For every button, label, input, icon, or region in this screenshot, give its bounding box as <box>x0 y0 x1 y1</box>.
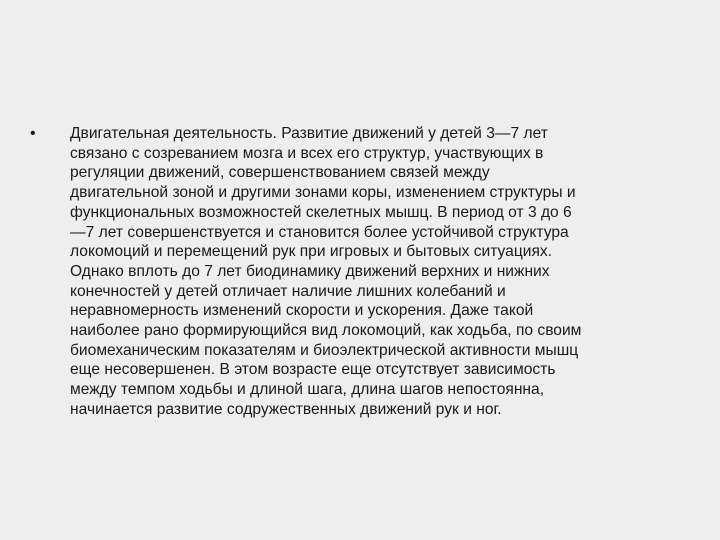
text-line: функциональных возможностей скелетных мышц. В период от 3 до 6 <box>70 203 572 221</box>
text-line: еще несовершенен. В этом возрасте еще отсутствует зависимость <box>70 361 556 379</box>
text-line: локомоций и перемещений рук при игровых и бытовых ситуациях. <box>70 243 553 261</box>
text-line: —7 лет совершенствуется и становится более устойчивой структура <box>70 223 569 241</box>
text-line: Однако вплоть до 7 лет биодинамику движений верхних и нижних <box>70 262 550 280</box>
text-line: начинается развитие содружественных движений рук и ног. <box>70 400 502 418</box>
text-line: между темпом ходьбы и длиной шага, длина шагов непостоянна, <box>70 381 545 399</box>
text-line: Двигательная деятельность. Развитие движений у детей 3—7 лет <box>70 125 548 142</box>
text-line: конечностей у детей отличает наличие лишних колебаний и <box>70 282 506 300</box>
text-line: неравномерность изменений скорости и ускорения. Даже такой <box>70 302 534 320</box>
text-line: наиболее рано формирующийся вид локомоций, как ходьба, по своим <box>70 322 582 340</box>
bullet-marker: • <box>30 125 36 142</box>
text-line: биомеханическим показателям и биоэлектрической активности мышц <box>70 341 579 359</box>
bullet-paragraph <box>30 124 690 420</box>
text-line: двигательной зоной и другими зонами коры, изменением структуры и <box>70 184 576 202</box>
text-line: связано с созреванием мозга и всех его структур, участвующих в <box>70 144 544 162</box>
body-text <box>70 124 690 420</box>
text-line: регуляции движений, совершенствованием связей между <box>70 164 490 182</box>
